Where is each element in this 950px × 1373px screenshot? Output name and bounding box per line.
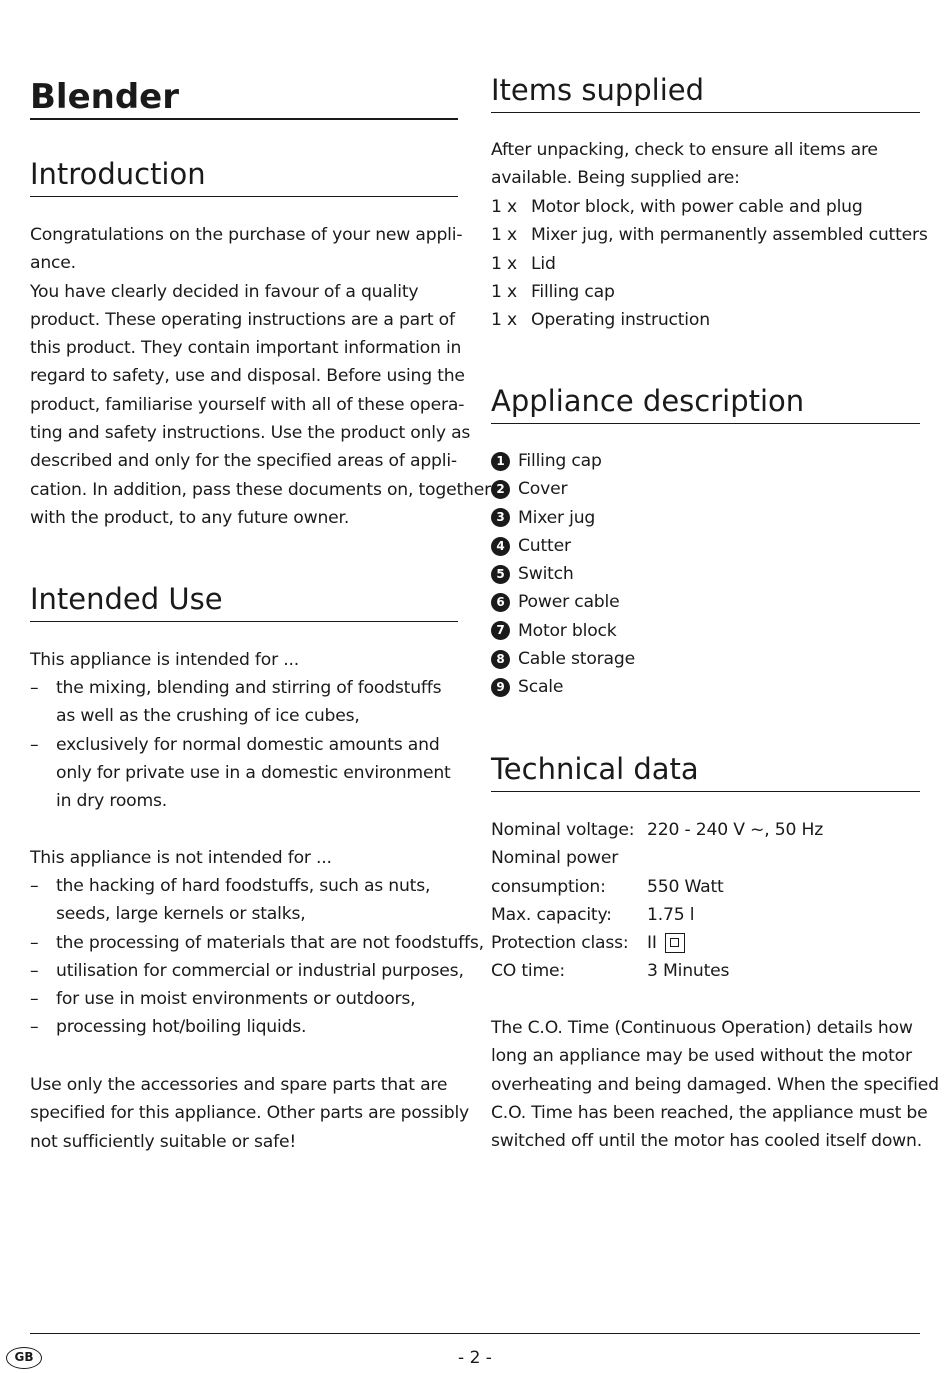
footer-rule [30,1333,920,1334]
supplied-item-qty: 1 x [491,197,517,217]
intended-item-text: exclusively for normal domestic amounts and [56,734,440,755]
items-lead-line: available. Being supplied are: [491,168,740,189]
accessories-note-line: specified for this appliance. Other parts are possibly [30,1103,469,1124]
parts-list [491,447,920,702]
part-name: Switch [518,564,574,585]
technical-data-heading: Technical data [491,751,920,792]
items-supplied-list [491,193,928,334]
part-number-badge: 2 [491,480,510,499]
introduction-line: product, familiarise yourself with all of these opera- [30,394,465,415]
technical-data-row [491,844,920,872]
co-time-note-line: The C.O. Time (Continuous Operation) details how [491,1018,913,1038]
supplied-item-qty: 1 x [491,253,517,274]
introduction-line: this product. They contain important information in [30,338,462,359]
part-name: Scale [518,677,564,698]
not-intended-item [30,1013,458,1041]
intended-list [30,674,458,815]
intended-item-text: only for private use in a domestic environment [56,762,451,783]
part-name: Cover [518,479,568,500]
introduction-line: with the product, to any future owner. [30,507,350,528]
technical-data-row [491,816,920,844]
part-number-badge: 8 [491,650,510,669]
part-item [491,504,920,532]
technical-data-label: Protection class: [491,933,629,954]
dash-bullet: – [30,1017,39,1038]
part-name: Cable storage [518,649,635,670]
not-intended-item [30,929,484,957]
part-name: Motor block [518,620,617,641]
dash-bullet: – [30,876,39,896]
technical-data-table [491,816,920,986]
technical-data-label: Nominal power [491,848,619,869]
supplied-item-qty: 1 x [491,310,517,331]
intended-item-text: the mixing, blending and stirring of foodstuffs [56,678,442,698]
co-time-note [491,1014,939,1155]
accessories-note-line: Use only the accessories and spare parts that are [30,1075,448,1095]
introduction-line: regard to safety, use and disposal. Before using the [30,366,465,387]
part-item [491,645,920,673]
dash-bullet: – [30,734,39,755]
items-lead-line: After unpacking, check to ensure all items are [491,140,878,160]
intended-lead: This appliance is intended for ... [30,650,300,670]
technical-data-value: 1.75 l [647,904,695,925]
part-number-badge: 3 [491,508,510,527]
supplied-item [491,193,920,221]
technical-data-row [491,929,920,957]
not-intended-item [30,985,458,1013]
page-number: - 2 - [458,1348,492,1368]
not-intended-item-text: the hacking of hard foodstuffs, such as nuts, [56,876,431,896]
co-time-note-line: C.O. Time has been reached, the appliance must be [491,1102,928,1123]
part-name: Power cable [518,592,620,613]
introduction-line: cation. In addition, pass these documents on, together [30,479,491,500]
part-item [491,560,920,588]
part-item [491,673,920,701]
introduction-line: ance. [30,253,76,274]
accessories-note-line: not sufficiently suitable or safe! [30,1131,297,1152]
language-badge: GB [6,1347,42,1369]
part-number-badge: 5 [491,565,510,584]
introduction-line: You have clearly decided in favour of a quality [30,281,419,302]
introduction-line: Congratulations on the purchase of your new appli- [30,225,463,245]
intended-item-text: in dry rooms. [56,791,168,812]
technical-data-row [491,873,920,901]
part-number-badge: 6 [491,593,510,612]
document-title: Blender [30,76,458,120]
not-intended-item-text: processing hot/boiling liquids. [56,1017,307,1038]
technical-data-row [491,957,920,985]
protection-class-ii-icon [665,933,685,953]
items-supplied-heading: Items supplied [491,72,920,113]
supplied-item [491,306,920,334]
supplied-item [491,250,920,278]
supplied-item-name: Motor block, with power cable and plug [531,197,863,217]
technical-data-value: 220 - 240 V ~, 50 Hz [647,820,824,840]
technical-data-label: Nominal voltage: [491,820,635,840]
intended-item [30,731,458,816]
not-intended-item-text: utilisation for commercial or industrial purposes, [56,960,464,981]
dash-bullet: – [30,989,39,1010]
technical-data-value: II [647,929,685,957]
technical-data-row [491,901,920,929]
dash-bullet: – [30,960,39,981]
not-intended-item-text: for use in moist environments or outdoors, [56,989,416,1010]
introduction-heading: Introduction [30,156,458,197]
technical-data-label: Max. capacity: [491,904,612,925]
not-intended-item-text: the processing of materials that are not foodstuffs, [56,932,484,953]
part-number-badge: 4 [491,537,510,556]
part-item [491,532,920,560]
not-intended-item-text: seeds, large kernels or stalks, [56,904,306,925]
technical-data-value: 3 Minutes [647,961,730,982]
introduction-line: described and only for the specified areas of appli- [30,451,457,472]
dash-bullet: – [30,932,39,953]
supplied-item [491,221,928,249]
not-intended-list [30,872,484,1042]
part-name: Mixer jug [518,507,596,528]
part-name: Cutter [518,535,571,556]
intended-use-heading: Intended Use [30,581,458,622]
supplied-item-qty: 1 x [491,225,517,246]
introduction-line: product. These operating instructions are a part of [30,309,455,330]
part-number-badge: 9 [491,678,510,697]
dash-bullet: – [30,678,39,698]
intended-item-text: as well as the crushing of ice cubes, [56,706,360,727]
technical-data-label: consumption: [491,876,606,897]
part-item [491,617,920,645]
co-time-note-line: overheating and being damaged. When the specified [491,1074,939,1095]
supplied-item [491,278,920,306]
technical-data-label: CO time: [491,961,566,982]
supplied-item-name: Lid [531,253,556,274]
accessories-note [30,1071,469,1156]
introduction-line: ting and safety instructions. Use the product only as [30,423,471,444]
part-name: Filling cap [518,451,602,471]
items-supplied-lead [491,136,920,193]
supplied-item-qty: 1 x [491,281,517,302]
part-item [491,588,920,616]
technical-data-value: 550 Watt [647,876,724,897]
not-intended-item [30,872,458,929]
intended-item [30,674,458,731]
introduction-text [30,221,491,532]
supplied-item-name: Mixer jug, with permanently assembled cutters [531,225,928,246]
appliance-description-heading: Appliance description [491,383,920,424]
not-intended-lead: This appliance is not intended for ... [30,848,332,868]
part-item [491,447,920,475]
part-item [491,475,920,503]
part-number-badge: 1 [491,452,510,471]
co-time-note-line: switched off until the motor has cooled itself down. [491,1131,922,1152]
part-number-badge: 7 [491,621,510,640]
supplied-item-name: Operating instruction [531,310,710,331]
not-intended-item [30,957,464,985]
co-time-note-line: long an appliance may be used without the motor [491,1046,912,1067]
supplied-item-name: Filling cap [531,281,615,302]
